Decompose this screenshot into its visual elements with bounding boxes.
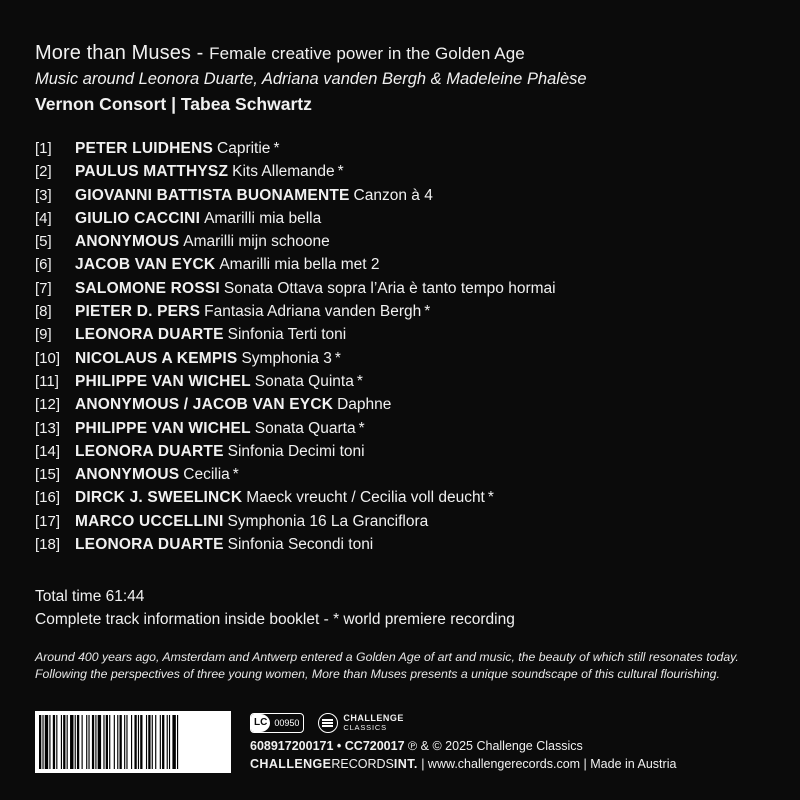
track-composer: DIRCK J. SWEELINCK (75, 489, 243, 507)
track-work: Cecilia (183, 466, 230, 484)
track-composer: NICOLAUS A KEMPIS (75, 349, 238, 367)
challenge-circle-icon (318, 713, 338, 733)
track-number: [10] (35, 349, 61, 367)
track-composer: GIOVANNI BATTISTA BUONAMENTE (75, 186, 350, 204)
barcode-graphic (35, 711, 231, 773)
track-composer: LEONORA DUARTE (75, 442, 224, 460)
premiere-marker: * (334, 349, 341, 367)
premiere-marker: * (356, 372, 363, 390)
track-work: Capritie (217, 140, 271, 157)
track-work: Amarilli mia bella met 2 (219, 256, 380, 274)
challenge-classics-logo-icon (318, 713, 404, 733)
track-work: Amarilli mia bella (204, 209, 322, 227)
copyright: ℗ & © 2025 Challenge Classics (404, 739, 583, 753)
track-number: [14] (35, 442, 61, 460)
premiere-marker: * (424, 303, 431, 321)
track-item (35, 393, 559, 416)
total-time: Total time 61:44 (35, 588, 145, 605)
track-work: Daphne (337, 396, 392, 414)
premiere-marker: * (487, 489, 494, 507)
track-number: [11] (35, 372, 59, 390)
track-composer: PAULUS MATTHYSZ (75, 163, 229, 181)
track-work: Sinfonia Secondi toni (227, 536, 374, 554)
track-composer: SALOMONE ROSSI (75, 279, 220, 297)
track-work: Amarilli mijn schoone (183, 233, 330, 251)
track-composer: LEONORA DUARTE (75, 536, 224, 554)
track-number: [9] (35, 326, 52, 344)
album-subtitle: Female creative power in the Golden Age (209, 44, 525, 63)
album-title-line (35, 42, 525, 65)
track-work: Sonata Quinta (254, 372, 354, 390)
track-composer: MARCO UCCELLINI (75, 512, 224, 530)
track-work: Maeck vreucht / Cecilia voll deucht (246, 489, 485, 507)
track-number: [2] (35, 163, 52, 181)
premiere-marker: * (337, 163, 344, 181)
track-composer: ANONYMOUS (75, 233, 180, 251)
track-item (35, 486, 559, 509)
performers: Vernon Consort | Tabea Schwartz (35, 94, 312, 114)
track-composer: PHILIPPE VAN WICHEL (75, 372, 251, 390)
track-composer: ANONYMOUS (75, 466, 180, 484)
label-brand-c: INT. (393, 757, 418, 771)
track-work: Sonata Quarta (254, 419, 356, 437)
track-composer: GIULIO CACCINI (75, 209, 201, 227)
premiere-marker: * (232, 466, 239, 484)
track-number: [5] (35, 233, 52, 251)
track-work: Canzon à 4 (353, 186, 433, 204)
track-composer: JACOB VAN EYCK (75, 256, 216, 274)
tracklist (35, 137, 559, 556)
challenge-logo-top: CHALLENGE (343, 713, 404, 723)
track-item (35, 440, 559, 463)
track-number: [3] (35, 186, 52, 204)
barcode-icon (35, 711, 231, 773)
track-number: [6] (35, 256, 52, 274)
catalog-separator: • (333, 739, 345, 753)
premiere-marker: * (358, 419, 365, 437)
album-description: Around 400 years ago, Amsterdam and Antwerp entered a Golden Age of art and music, the beauty of which still resonates today. Following the perspectives of three young women, More than Muses presents a unique soundscape of this cultural flourishing. (35, 650, 739, 681)
challenge-logo-text (343, 714, 404, 732)
track-work: Sinfonia Decimi toni (227, 442, 365, 460)
label-line (250, 757, 676, 771)
track-work: Fantasia Adriana vanden Bergh (204, 303, 422, 321)
track-number: [12] (35, 396, 61, 414)
label-brand-a: CHALLENGE (250, 757, 332, 771)
label-logos (250, 711, 404, 735)
track-composer: PETER LUIDHENS (75, 140, 214, 157)
challenge-logo-bottom: CLASSICS (343, 723, 387, 732)
track-number: [8] (35, 303, 52, 321)
lc-number: 00950 (274, 718, 300, 728)
track-item (35, 277, 559, 300)
label-code-icon (250, 713, 304, 733)
lc-mark: LC (251, 714, 270, 732)
album-theme-line: Music around Leonora Duarte, Adriana vanden Bergh & Madeleine Phalèse (35, 70, 587, 88)
track-composer: PIETER D. PERS (75, 303, 201, 321)
track-work: Sinfonia Terti toni (227, 326, 347, 344)
track-work: Symphonia 3 (241, 349, 332, 367)
track-item (35, 184, 559, 207)
premiere-marker: * (273, 140, 280, 157)
track-number: [7] (35, 279, 52, 297)
track-item (35, 230, 559, 253)
track-item (35, 207, 559, 230)
catalog-line (250, 739, 583, 753)
track-item (35, 510, 559, 533)
track-item (35, 137, 559, 160)
track-work: Symphonia 16 La Granciflora (227, 512, 429, 530)
track-number: [13] (35, 419, 61, 437)
track-item (35, 533, 559, 556)
track-number: [16] (35, 489, 61, 507)
track-composer: ANONYMOUS / JACOB VAN EYCK (75, 396, 334, 414)
booklet-info: Complete track information inside booklet - * world premiere recording (35, 611, 515, 628)
track-number: [18] (35, 536, 61, 554)
track-number: [15] (35, 466, 61, 484)
track-item (35, 370, 559, 393)
title-separator: - (191, 42, 210, 64)
label-brand-b: RECORDS (331, 757, 394, 771)
track-item (35, 323, 559, 346)
catalog-number: CC720017 (344, 739, 405, 753)
track-item (35, 417, 559, 440)
track-work: Kits Allemande (232, 163, 335, 181)
label-website: | www.challengerecords.com | Made in Austria (417, 757, 677, 771)
album-title: More than Muses (35, 42, 192, 64)
track-item (35, 463, 559, 486)
track-number: [4] (35, 209, 52, 227)
track-item (35, 160, 559, 183)
track-work: Sonata Ottava sopra l’Aria è tanto tempo hormai (223, 279, 556, 297)
track-composer: LEONORA DUARTE (75, 326, 224, 344)
track-item (35, 300, 559, 323)
barcode-number: 608917200171 (250, 739, 334, 753)
track-composer: PHILIPPE VAN WICHEL (75, 419, 251, 437)
track-item (35, 253, 559, 276)
track-number: [1] (35, 140, 52, 157)
track-number: [17] (35, 512, 61, 530)
track-item (35, 347, 559, 370)
